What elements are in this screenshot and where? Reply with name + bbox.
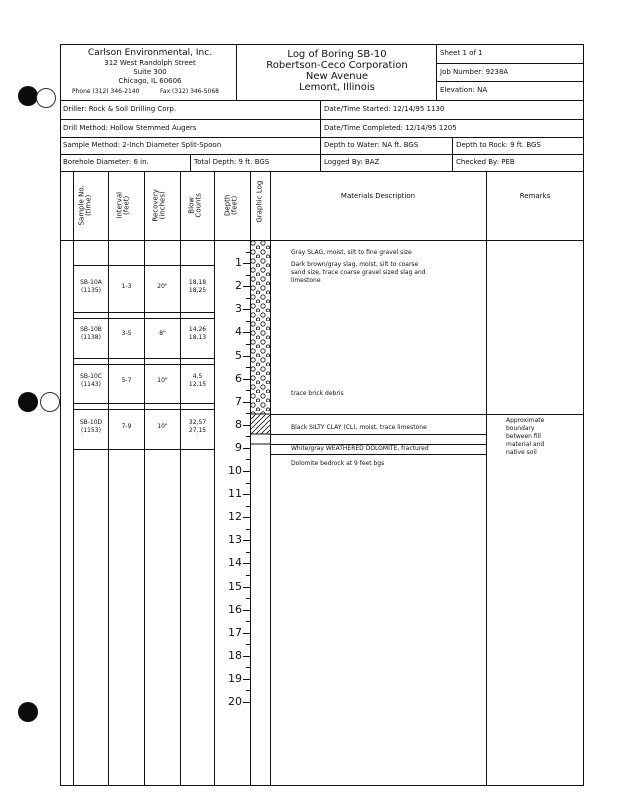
depth-tick-label: 7 [235, 394, 242, 408]
remarks-header: Remarks [519, 192, 551, 200]
borehole-diameter: Borehole Diameter: 6 in. [63, 158, 149, 166]
remark-line-2: boundary [506, 425, 535, 432]
logged-by: Logged By: BAZ [324, 158, 380, 166]
depth-tick-label: 17 [228, 625, 242, 639]
company-city: Chicago, IL 60606 [118, 77, 182, 85]
remark-line-1: Approximate [506, 417, 545, 424]
depth-tick-label: 11 [228, 487, 242, 501]
remark-line-4: material and [506, 441, 545, 448]
driller: Driller: Rock & Soil Drilling Corp. [63, 105, 177, 113]
company-phone: Phone (312) 346-2140 [72, 88, 140, 95]
company-name: Carlson Environmental, Inc. [87, 48, 213, 58]
silty-clay-pattern [250, 414, 270, 434]
sheet-number: Sheet 1 of 1 [440, 49, 483, 57]
binder-ring-top [36, 88, 56, 108]
description-dark-slag-2: sand size, trace coarse gravel sized slag and [291, 269, 426, 276]
description-dark-slag-3: limestone [291, 277, 321, 284]
remark-line-3: between fill [506, 433, 541, 440]
depth-tick [243, 425, 250, 426]
description-brick: trace brick debris [291, 390, 344, 397]
depth-tick-label: 9 [235, 440, 242, 454]
depth-to-rock: Depth to Rock: 9 ft. BGS [456, 141, 541, 149]
materials-description-header: Materials Description [340, 192, 416, 200]
date-started: Date/Time Started: 12/14/95 1130 [324, 105, 445, 113]
description-dark-slag-1: Dark brown/gray slag, moist, silt to coarse [291, 261, 419, 268]
drill-method: Drill Method: Hollow Stemmed Augers [63, 124, 197, 132]
company-address-1: 312 West Randolph Street [104, 59, 196, 67]
binder-hole-top [18, 86, 38, 106]
depth-tick-label: 15 [228, 579, 242, 593]
log-title: Log of Boring SB-10 [287, 49, 387, 60]
depth-tick-label: 6 [235, 371, 242, 385]
depth-tick [243, 379, 250, 380]
depth-header: Depth (feet) [223, 194, 239, 217]
depth-tick [243, 332, 250, 333]
depth-to-water: Depth to Water: NA ft. BGS [324, 141, 419, 149]
date-completed: Date/Time Completed: 12/14/95 1205 [324, 124, 457, 132]
depth-tick-label: 1 [235, 256, 242, 270]
site-city: Lemont, Illinois [299, 82, 375, 93]
depth-tick-label: 16 [228, 602, 242, 616]
depth-tick [243, 263, 250, 264]
checked-by: Checked By: PEB [456, 158, 515, 166]
depth-tick-label: 3 [235, 302, 242, 316]
graphic-log-header: Graphic Log [255, 180, 264, 223]
site-street: New Avenue [305, 71, 369, 82]
depth-tick [243, 517, 250, 518]
depth-tick [243, 656, 250, 657]
description-silty-clay: Black SILTY CLAY (CL), moist, trace limestone [291, 424, 427, 431]
sample-no-header: Sample No. (time) [77, 185, 93, 226]
depth-tick [243, 610, 250, 611]
description-slag: Gray SLAG, moist, silt to fine gravel size [291, 249, 412, 256]
interval-header: Interval (feet) [115, 191, 131, 219]
company-address-2: Suite 300 [133, 68, 167, 76]
depth-tick [243, 587, 250, 588]
depth-tick [243, 402, 250, 403]
depth-tick-label: 10 [228, 464, 242, 477]
blow-counts-header: Blow Counts [187, 193, 203, 218]
depth-tick [243, 471, 250, 472]
elevation: Elevation: NA [440, 86, 488, 94]
binder-hole-bottom [18, 702, 38, 722]
slag-fill-pattern [250, 240, 270, 414]
depth-tick-label: 5 [235, 348, 242, 362]
total-depth: Total Depth: 9 ft. BGS [194, 158, 270, 166]
graphic-log [250, 240, 270, 786]
depth-tick-label: 20 [228, 695, 242, 708]
depth-tick [243, 286, 250, 287]
depth-tick-label: 13 [228, 533, 242, 547]
depth-tick-label: 2 [235, 279, 242, 293]
depth-tick [243, 309, 250, 310]
depth-tick-label: 19 [228, 671, 242, 685]
depth-tick-label: 8 [235, 417, 242, 431]
depth-tick-label: 12 [228, 510, 242, 524]
client-name: Robertson-Ceco Corporation [266, 60, 408, 71]
sample-method: Sample Method: 2-Inch Diameter Split-Spoon [63, 141, 222, 149]
depth-tick-label: 18 [228, 648, 242, 662]
depth-tick [243, 679, 250, 680]
depth-tick [243, 633, 250, 634]
depth-tick [243, 540, 250, 541]
remark-line-5: native soil [506, 449, 537, 456]
recovery-header: Recovery (inches) [151, 189, 167, 222]
depth-tick-label: 4 [235, 325, 242, 339]
depth-tick [243, 563, 250, 564]
company-fax: Fax (312) 346-5068 [160, 88, 219, 95]
depth-tick-label: 14 [228, 556, 242, 570]
description-dolomite: White/gray WEATHERED DOLOMITE, fractured [291, 445, 429, 452]
depth-tick [243, 702, 250, 703]
boring-log-form [60, 44, 584, 786]
depth-tick [243, 494, 250, 495]
job-number: Job Number: 9238A [440, 68, 509, 76]
binder-ring-middle [40, 392, 60, 412]
description-bedrock: Dolomite bedrock at 9 feet bgs [291, 460, 385, 467]
depth-tick [243, 448, 250, 449]
depth-tick [243, 356, 250, 357]
binder-hole-middle [18, 392, 38, 412]
